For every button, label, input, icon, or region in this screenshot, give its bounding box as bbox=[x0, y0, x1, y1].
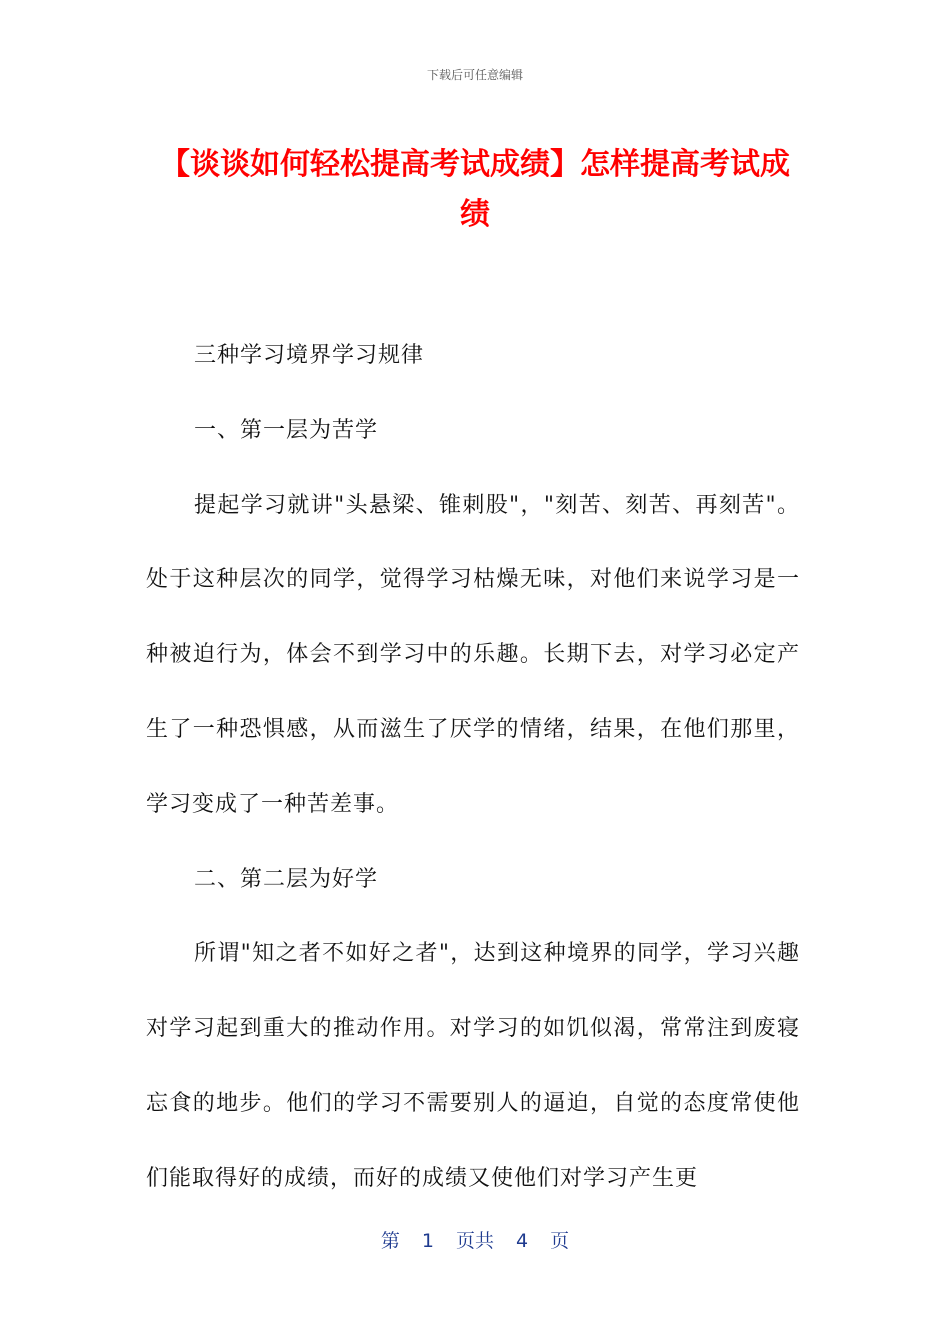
paragraph: 三种学习境界学习规律 bbox=[194, 343, 425, 368]
footer-page-total: 4 bbox=[516, 1230, 529, 1252]
footer-prefix: 第 bbox=[380, 1230, 400, 1252]
paragraph: 二、第二层为好学 bbox=[194, 866, 379, 892]
footer-middle: 页共 bbox=[455, 1230, 494, 1252]
footer-page-current: 1 bbox=[421, 1230, 434, 1252]
header-note: 下载后可任意编辑 bbox=[426, 68, 523, 82]
paragraph: 所谓"知之者不如好之者"，达到这种境界的同学，学习兴趣对学习起到重大的推动作用。对学习的如饥似渴，常常注到废寝忘食的地步。他们的学习不需要别人的逼迫，自觉的态度常使他们能取得好的成绩，而好的成绩又使他们对学习产生更 bbox=[146, 941, 800, 1191]
footer-suffix: 页 bbox=[550, 1230, 570, 1252]
page-footer bbox=[0, 1226, 950, 1253]
document-title: 【谈谈如何轻松提高考试成绩】怎样提高考试成绩 bbox=[160, 147, 790, 232]
paragraph: 提起学习就讲"头悬梁、锥刺股"，"刻苦、刻苦、再刻苦"。处于这种层次的同学，觉得学习枯燥无味，对他们来说学习是一种被迫行为，体会不到学习中的乐趣。长期下去，对学习必定产生了一种恐惧感，从而滋生了厌学的情绪，结果，在他们那里，学习变成了一种苦差事。 bbox=[146, 492, 800, 817]
document-body bbox=[146, 319, 800, 1217]
paragraph: 一、第一层为苦学 bbox=[194, 417, 379, 443]
